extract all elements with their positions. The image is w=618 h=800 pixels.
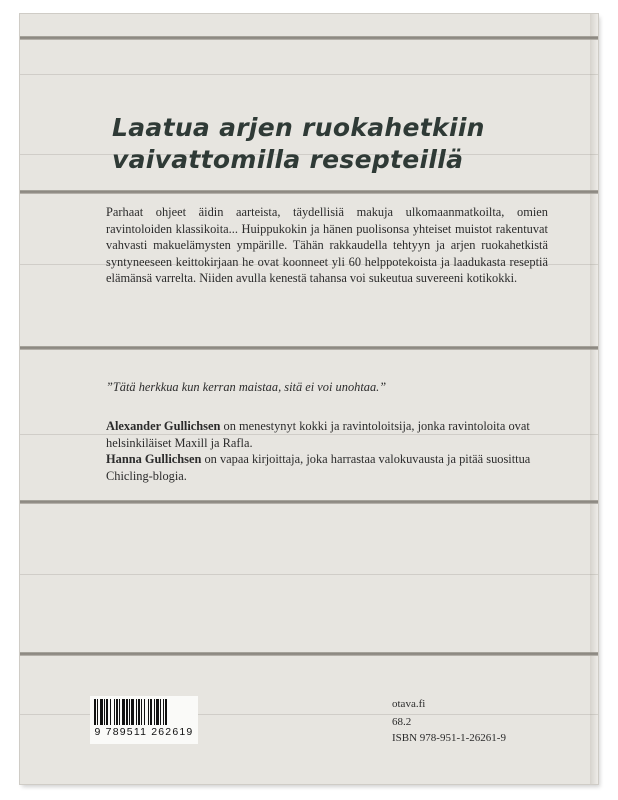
barcode-bar	[119, 699, 120, 725]
barcode-bar	[141, 699, 142, 725]
barcode-bar	[110, 699, 111, 725]
barcode-bar	[148, 699, 149, 725]
barcode-bar	[136, 699, 137, 725]
barcode-bar	[156, 699, 159, 725]
book-description: Parhaat ohjeet äidin aarteista, täydellisiä makuja ulkomaanmatkoilta, omien ravintoloiden klassikoita... Huippukokin ja hänen puolisonsa yhteiset muistot rakentuvat vahvasti makuelämysten ympärille. Tähän rakkaudella tehtyyn ja arjen ruokahetkistä syntyneeseen keittokirjaan he ovat koonneet yli 60 helppotekoista ja laadukasta reseptiä elämänsä varrelta. Niiden avulla kenestä tahansa voi sukeutua suvereeni kotikokki.	[106, 205, 548, 286]
publisher-website: otava.fi	[392, 698, 426, 710]
barcode-bar	[122, 699, 125, 725]
headline-line-2: vaivattomilla resepteillä	[112, 145, 464, 174]
barcode-bar	[131, 699, 134, 725]
cover-headline	[112, 112, 532, 176]
book-quote: ”Tätä herkkua kun kerran maistaa, sitä ei voi unohtaa.”	[106, 380, 387, 394]
barcode-bar	[97, 699, 98, 725]
barcode-bar	[154, 699, 155, 725]
barcode-bar	[150, 699, 152, 725]
barcode-bar	[104, 699, 105, 725]
barcode-bar	[100, 699, 103, 725]
barcode-bar	[106, 699, 108, 725]
barcode-number: 9 789511 262619	[94, 726, 194, 738]
book-back-cover	[20, 14, 598, 784]
barcode-bar	[94, 699, 96, 725]
author-bio-text: on menestynyt kokki ja ravintoloitsija, jonka ravintoloita ovat helsinkiläiset Maxill ja Rafla.	[106, 419, 530, 450]
barcode-bar	[144, 699, 145, 725]
author-bio-alexander	[106, 418, 548, 451]
barcode-bar	[114, 699, 115, 725]
author-name: Alexander Gullichsen	[106, 419, 221, 433]
author-bio-hanna	[106, 451, 548, 484]
barcode-bar	[160, 699, 161, 725]
barcode-bars	[94, 699, 194, 727]
author-bio-text: on vapaa kirjoittaja, joka harrastaa valokuvausta ja pitää suosittua Chicling-blogia.	[106, 452, 531, 483]
barcode-bar	[163, 699, 164, 725]
library-class: 68.2	[392, 716, 412, 728]
barcode-bar	[165, 699, 167, 725]
isbn-text: ISBN 978-951-1-26261-9	[392, 732, 506, 744]
isbn-barcode	[90, 696, 198, 744]
barcode-bar	[129, 699, 130, 725]
barcode-bar	[138, 699, 140, 725]
author-name: Hanna Gullichsen	[106, 452, 202, 466]
barcode-bar	[126, 699, 128, 725]
barcode-bar	[116, 699, 118, 725]
headline-line-1: Laatua arjen ruokahetkiin	[112, 113, 485, 142]
